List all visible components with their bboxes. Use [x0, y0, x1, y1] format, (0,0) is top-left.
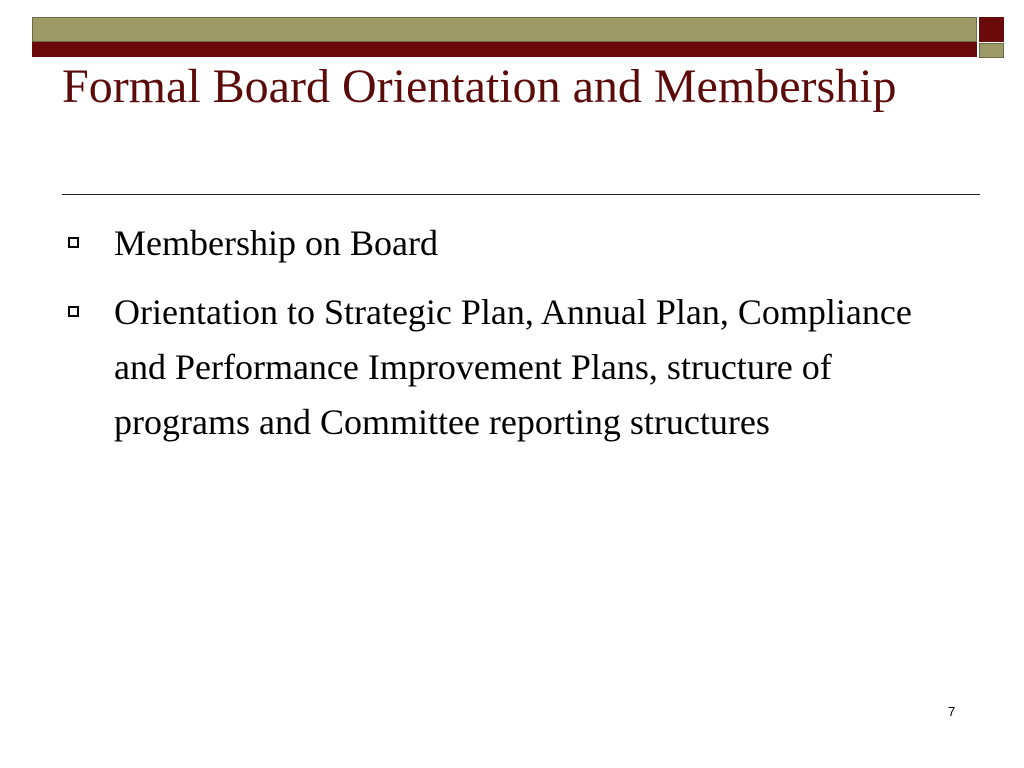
header-square-maroon — [979, 17, 1004, 42]
header-band-maroon — [32, 42, 977, 57]
bullet-list — [62, 216, 942, 464]
header-band-olive — [32, 17, 977, 42]
slide-title: Formal Board Orientation and Membership — [62, 60, 897, 113]
header-square-olive — [979, 43, 1004, 58]
bullet-item — [62, 285, 942, 450]
title-divider — [62, 194, 980, 195]
page-number: 7 — [948, 704, 956, 719]
bullet-text: Membership on Board — [114, 223, 438, 263]
hollow-square-bullet-icon — [68, 306, 79, 317]
hollow-square-bullet-icon — [68, 237, 79, 248]
bullet-text: Orientation to Strategic Plan, Annual Plan, Compliance and Performance Improvement Plans, structure of programs and Committee reporting structures — [114, 292, 912, 442]
bullet-item — [62, 216, 942, 271]
